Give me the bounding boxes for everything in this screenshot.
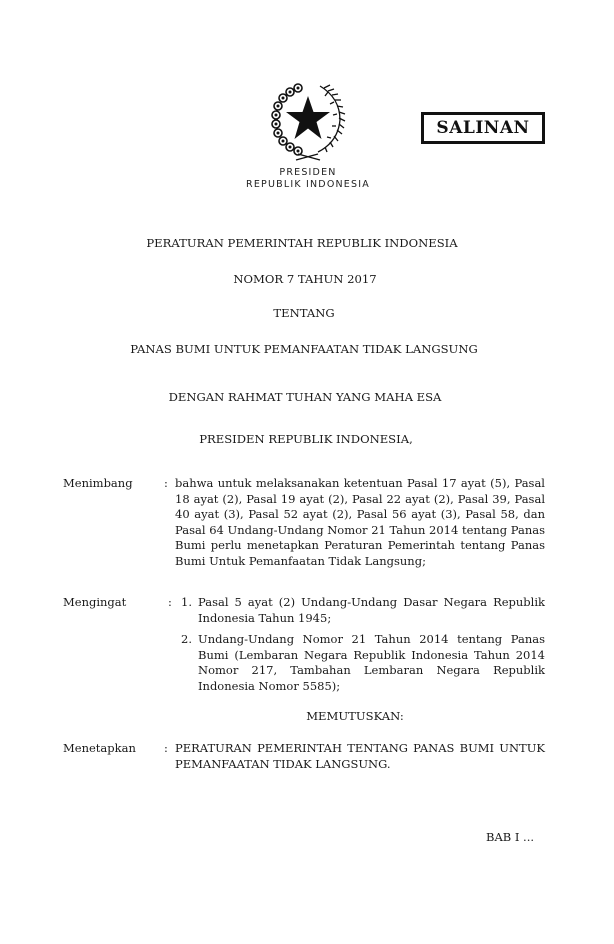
regulation-number: NOMOR 7 TAHUN 2017 — [233, 272, 377, 286]
menetapkan-label: Menetapkan — [63, 741, 136, 755]
issuer-line-president: PRESIDEN — [279, 167, 337, 178]
garuda-star-emblem-icon — [268, 78, 348, 162]
mengingat-colon: : — [168, 595, 172, 609]
salinan-stamp: SALINAN — [421, 112, 545, 144]
mengingat-item — [181, 595, 545, 626]
mengingat-label: Mengingat — [63, 595, 127, 609]
regulation-subject: PANAS BUMI UNTUK PEMANFAATAN TIDAK LANGSUNG — [130, 342, 478, 356]
mengingat-item-number: 2. — [181, 632, 192, 646]
issuer-line-republic: REPUBLIK INDONESIA — [246, 179, 370, 190]
menetapkan-text: PERATURAN PEMERINTAH TENTANG PANAS BUMI UNTUK PEMANFAATAN TIDAK LANGSUNG. — [175, 741, 545, 771]
regulation-about: TENTANG — [273, 306, 335, 320]
mengingat-item — [181, 632, 545, 694]
preamble-blessing: DENGAN RAHMAT TUHAN YANG MAHA ESA — [168, 390, 442, 404]
regulation-title: PERATURAN PEMERINTAH REPUBLIK INDONESIA — [146, 236, 458, 250]
preamble-authority: PRESIDEN REPUBLIK INDONESIA, — [199, 432, 413, 446]
menimbang-text: bahwa untuk melaksanakan ketentuan Pasal 17 ayat (5), Pasal 18 ayat (2), Pasal 19 ayat (2), Pasal 22 ayat (2), Pasal 39, Pasal 40 ayat (3), Pasal 52 ayat (2), Pasal 56 ayat (3), Pasal 58, dan Pasal 64 Undang-Undang Nomor 21 Tahun 2014 tentang Panas Bumi perlu menetapkan Peraturan Pemerintah tentang Panas Bumi Untuk Pemanfaatan Tidak Langsung; — [175, 476, 545, 568]
menetapkan-section — [63, 741, 545, 772]
mengingat-item-number: 1. — [181, 595, 192, 609]
menimbang-section — [63, 476, 545, 569]
menimbang-colon: : — [164, 476, 168, 490]
mengingat-item-text: Undang-Undang Nomor 21 Tahun 2014 tentang Panas Bumi (Lembaran Negara Republik Indonesia Tahun 2014 Nomor 217, Tambahan Lembaran Negara Republik Indonesia Nomor 5585); — [198, 632, 545, 693]
mengingat-item-text: Pasal 5 ayat (2) Undang-Undang Dasar Negara Republik Indonesia Tahun 1945; — [198, 595, 545, 625]
memutuskan-heading: MEMUTUSKAN: — [306, 709, 404, 723]
menetapkan-colon: : — [164, 741, 168, 755]
menimbang-label: Menimbang — [63, 476, 133, 490]
mengingat-list — [181, 595, 545, 700]
page-continuation-marker: BAB I ... — [486, 830, 535, 844]
mengingat-section — [63, 595, 545, 700]
